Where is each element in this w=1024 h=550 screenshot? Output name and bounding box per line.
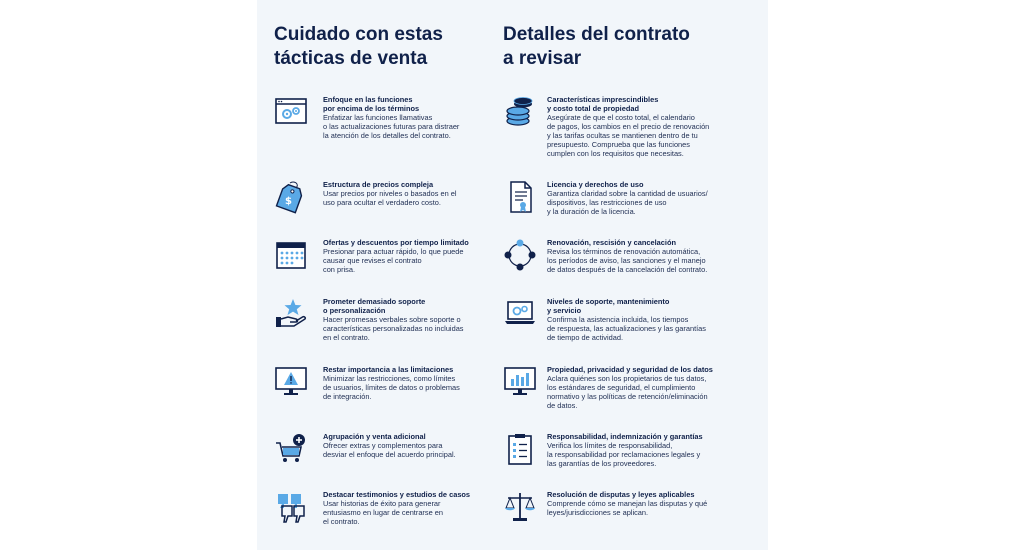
svg-text:$: $	[285, 196, 292, 207]
price-tag-icon	[274, 180, 308, 214]
item-title: Prometer demasiado soporte o personalización	[323, 297, 426, 315]
item-title: Agrupación y venta adicional	[323, 432, 426, 441]
hand-star-icon	[274, 297, 308, 331]
item-description: Confirma la asistencia incluida, los tiempos de respuesta, las actualizaciones y las garantías de tiempo de actividad.	[547, 315, 706, 342]
coins-icon	[503, 95, 537, 129]
item-description: Hacer promesas verbales sobre soporte o características personalizadas no incluidas en el contrato.	[323, 315, 464, 342]
item-description: Usar precios por niveles o basados en el uso para ocultar el verdadero costo.	[323, 189, 457, 207]
cart-plus-icon	[274, 432, 308, 466]
clipboard-checklist-icon	[503, 432, 537, 466]
item-title: Resolución de disputas y leyes aplicables	[547, 490, 695, 499]
item-title: Características imprescindibles y costo total de propiedad	[547, 95, 659, 113]
left-heading: Cuidado con estas tácticas de venta	[274, 24, 443, 69]
item-description: Minimizar las restricciones, como límites de usuarios, límites de datos o problemas de integración.	[323, 374, 460, 401]
item-title: Estructura de precios compleja	[323, 180, 434, 189]
item-description: Verifica los límites de responsabilidad, la responsabilidad por reclamaciones legales y las garantías de los proveedores.	[547, 441, 701, 468]
laptop-gears-icon	[503, 297, 537, 331]
item-description: Asegúrate de que el costo total, el calendario de pagos, los cambios en el precio de renovación y las tarifas ocultas se mantienen dentro de tu presupuesto. Comprueba que las funciones cumplen con los requisitos que necesitas.	[547, 113, 710, 158]
item-description: Comprende cómo se manejan las disputas y qué leyes/jurisdicciones se aplican.	[547, 499, 708, 517]
item-title: Propiedad, privacidad y seguridad de los datos	[547, 365, 713, 374]
item-description: Presionar para actuar rápido, lo que puede causar que revises el contrato con prisa.	[323, 247, 464, 274]
item-title: Licencia y derechos de uso	[547, 180, 644, 189]
item-description: Ofrecer extras y complementos para desviar el enfoque del acuerdo principal.	[323, 441, 456, 459]
certificate-icon	[503, 180, 537, 214]
item-title: Destacar testimonios y estudios de casos	[323, 490, 471, 499]
item-description: Usar historias de éxito para generar entusiasmo en lugar de centrarse en el contrato.	[323, 499, 443, 526]
quote-icon	[274, 490, 308, 524]
item-title: Ofertas y descuentos por tiempo limitado	[323, 238, 469, 247]
monitor-chart-icon	[503, 365, 537, 399]
item-description: Revisa los términos de renovación automática, los períodos de aviso, las sanciones y el manejo de datos después de la cancelación del contrato.	[547, 247, 708, 274]
scales-icon	[503, 490, 537, 524]
monitor-warning-icon	[274, 365, 308, 399]
item-description: Aclara quiénes son los propietarios de tus datos, los estándares de seguridad, el cumplimiento normativo y las políticas de retención/eliminación de datos.	[547, 374, 708, 410]
item-title: Responsabilidad, indemnización y garantías	[547, 432, 703, 441]
browser-gears-icon	[274, 95, 308, 129]
item-title: Niveles de soporte, mantenimiento y servicio	[547, 297, 670, 315]
item-description: Garantiza claridad sobre la cantidad de usuarios/ dispositivos, las restricciones de uso y la duración de la licencia.	[547, 189, 708, 216]
right-heading: Detalles del contrato a revisar	[503, 24, 690, 69]
cycle-nodes-icon	[503, 238, 537, 272]
item-title: Restar importancia a las limitaciones	[323, 365, 454, 374]
item-title: Renovación, rescisión y cancelación	[547, 238, 676, 247]
item-title: Enfoque en las funciones por encima de los términos	[323, 95, 420, 113]
calendar-icon	[274, 238, 308, 272]
item-description: Enfatizar las funciones llamativas o las actualizaciones futuras para distraer la atención de los detalles del contrato.	[323, 113, 460, 140]
